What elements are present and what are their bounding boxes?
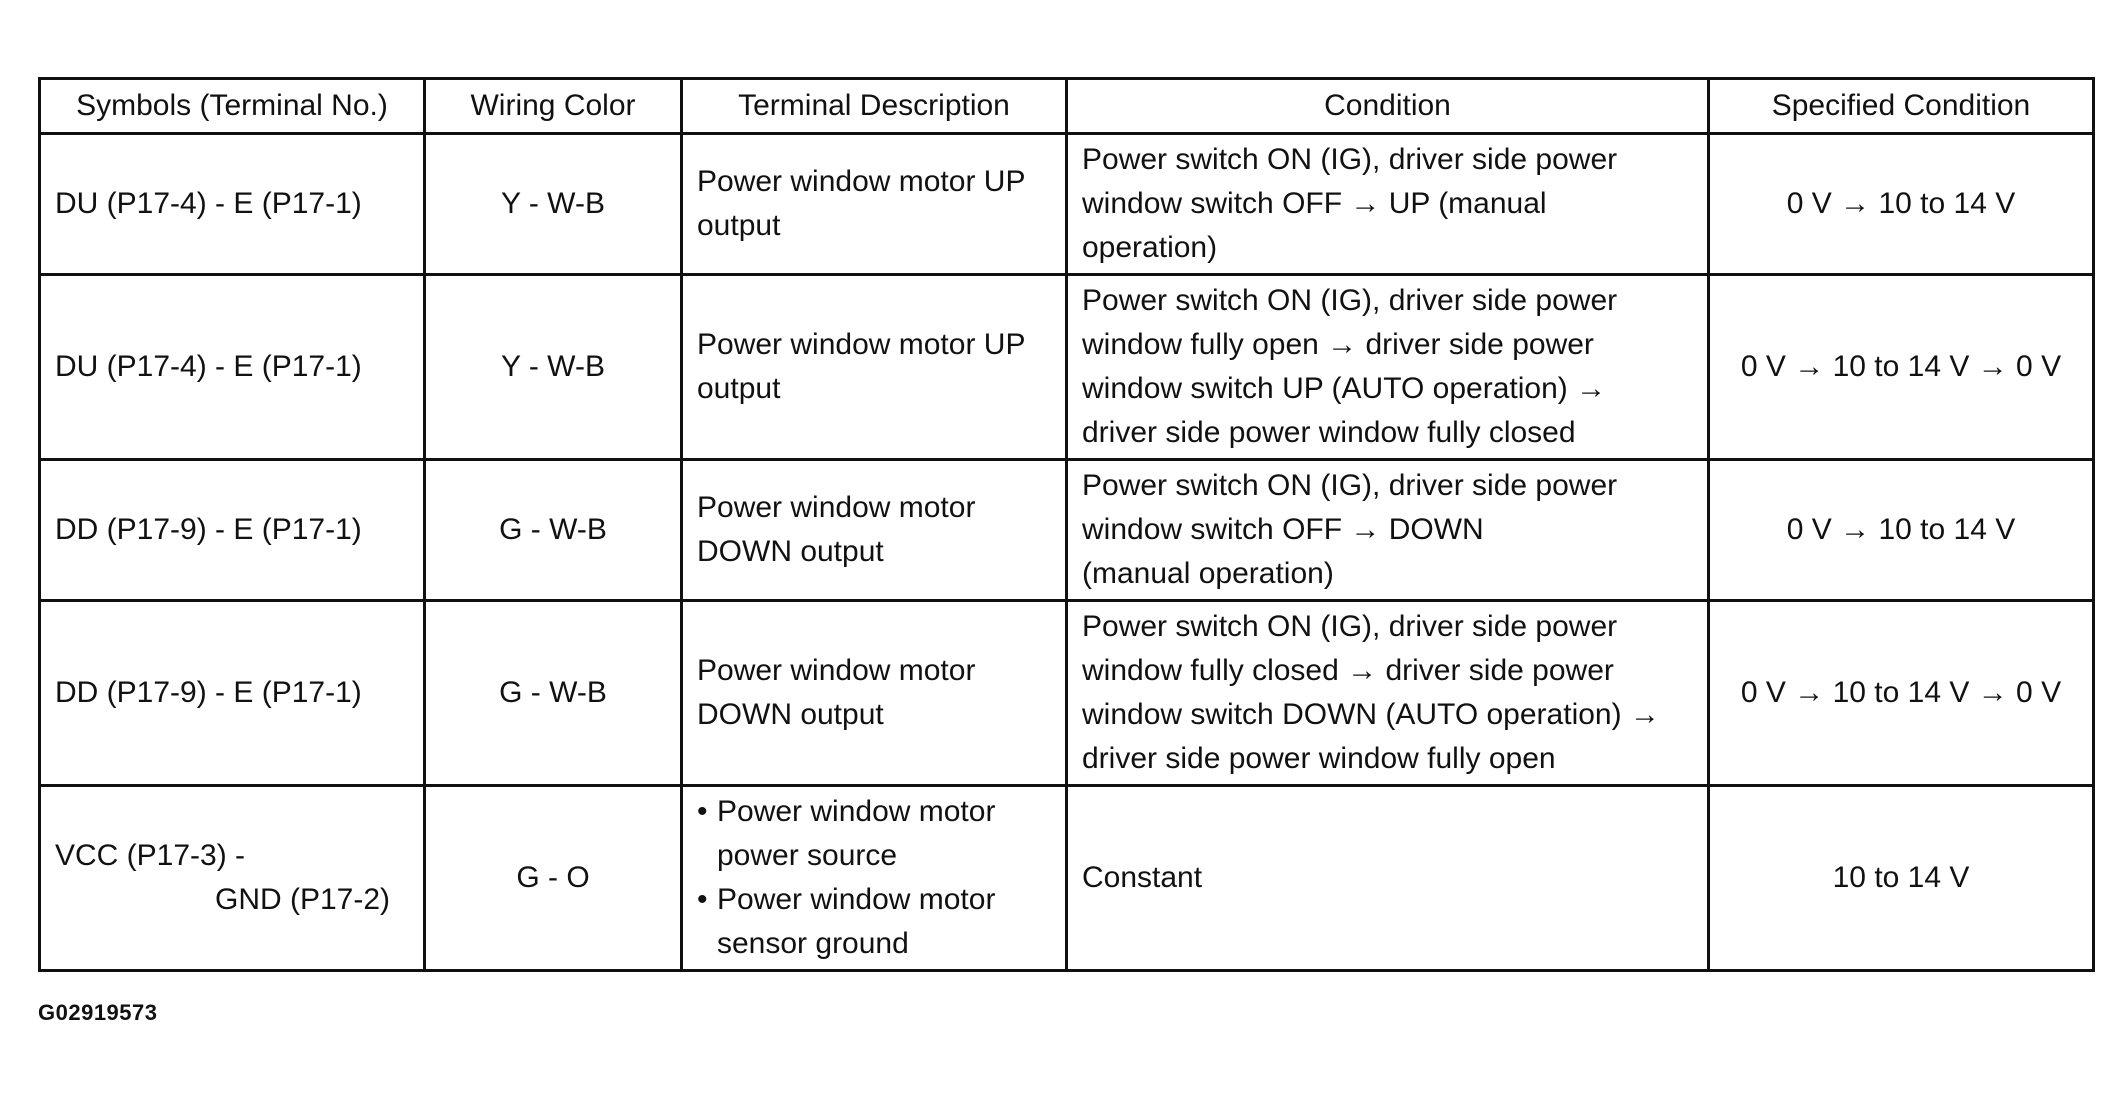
description-line: Power window motor <box>697 491 976 524</box>
symbol-cell <box>40 786 425 971</box>
specified-condition-cell: 0 V → 10 to 14 V → 0 V <box>1709 275 2094 460</box>
symbol-text: DU (P17-4) - E (P17-1) <box>55 350 362 383</box>
symbol-cell <box>40 275 425 460</box>
condition-line: operation) <box>1082 231 1218 264</box>
description-cell <box>682 601 1067 786</box>
specified-condition-cell: 0 V → 10 to 14 V <box>1709 460 2094 601</box>
header-condition: Condition <box>1067 79 1709 134</box>
symbol-text: DD (P17-9) - E (P17-1) <box>55 676 362 709</box>
figure-id: G02919573 <box>38 1000 158 1025</box>
symbol-text: DD (P17-9) - E (P17-1) <box>55 513 362 546</box>
description-cell <box>682 275 1067 460</box>
description-cell <box>682 460 1067 601</box>
wiring-color-cell: G - W-B <box>425 460 682 601</box>
condition-cell <box>1067 460 1709 601</box>
condition-line: window switch UP (AUTO operation) → <box>1082 372 1607 405</box>
condition-line: window switch OFF → UP (manual <box>1082 187 1547 220</box>
symbol-cell <box>40 460 425 601</box>
description-line: DOWN output <box>697 535 884 568</box>
terminal-spec-table <box>38 77 2095 972</box>
header-terminal-description: Terminal Description <box>682 79 1067 134</box>
wiring-color-cell: Y - W-B <box>425 134 682 275</box>
condition-line: Power switch ON (IG), driver side power <box>1082 610 1618 643</box>
header-wiring-color: Wiring Color <box>425 79 682 134</box>
terminal-spec-table-container <box>38 77 2092 972</box>
table-row <box>40 134 2094 275</box>
header-symbols: Symbols (Terminal No.) <box>40 79 425 134</box>
header-specified-condition: Specified Condition <box>1709 79 2094 134</box>
description-line: sensor ground <box>717 927 909 960</box>
condition-cell <box>1067 275 1709 460</box>
symbol-cell <box>40 601 425 786</box>
specified-condition-cell: 0 V → 10 to 14 V → 0 V <box>1709 601 2094 786</box>
description-cell <box>682 134 1067 275</box>
specified-condition-cell: 0 V → 10 to 14 V <box>1709 134 2094 275</box>
condition-line: (manual operation) <box>1082 557 1334 590</box>
description-line: power source <box>717 839 898 872</box>
description-line: Power window motor UP <box>697 328 1026 361</box>
description-line: DOWN output <box>697 698 884 731</box>
description-line: Power window motor <box>697 654 976 687</box>
condition-line: driver side power window fully open <box>1082 742 1556 775</box>
condition-cell <box>1067 134 1709 275</box>
condition-line: Power switch ON (IG), driver side power <box>1082 143 1618 176</box>
condition-line: window fully closed → driver side power <box>1082 654 1614 687</box>
header-row <box>40 79 2094 134</box>
symbol-text: VCC (P17-3) - <box>55 839 246 872</box>
description-bullet <box>697 878 1051 966</box>
table-row <box>40 460 2094 601</box>
description-line: output <box>697 372 781 405</box>
condition-line: window fully open → driver side power <box>1082 328 1594 361</box>
condition-line: Constant <box>1082 861 1203 894</box>
condition-line: Power switch ON (IG), driver side power <box>1082 284 1618 317</box>
symbol-cell <box>40 134 425 275</box>
specified-condition-cell: 10 to 14 V <box>1709 786 2094 971</box>
description-line: • Power window motor <box>717 795 996 828</box>
wiring-color-cell: G - O <box>425 786 682 971</box>
wiring-color-cell: Y - W-B <box>425 275 682 460</box>
symbol-text: GND (P17-2) <box>215 883 391 916</box>
condition-line: window switch DOWN (AUTO operation) → <box>1082 698 1660 731</box>
table-row <box>40 601 2094 786</box>
wiring-color-cell: G - W-B <box>425 601 682 786</box>
symbol-text: DU (P17-4) - E (P17-1) <box>55 187 362 220</box>
condition-line: window switch OFF → DOWN <box>1082 513 1484 546</box>
description-line: • Power window motor <box>717 883 996 916</box>
description-cell <box>682 786 1067 971</box>
description-line: Power window motor UP <box>697 165 1026 198</box>
description-bullet <box>697 790 1051 878</box>
table-row <box>40 786 2094 971</box>
condition-cell <box>1067 786 1709 971</box>
condition-line: driver side power window fully closed <box>1082 416 1576 449</box>
condition-cell <box>1067 601 1709 786</box>
condition-line: Power switch ON (IG), driver side power <box>1082 469 1618 502</box>
table-row <box>40 275 2094 460</box>
description-line: output <box>697 209 781 242</box>
